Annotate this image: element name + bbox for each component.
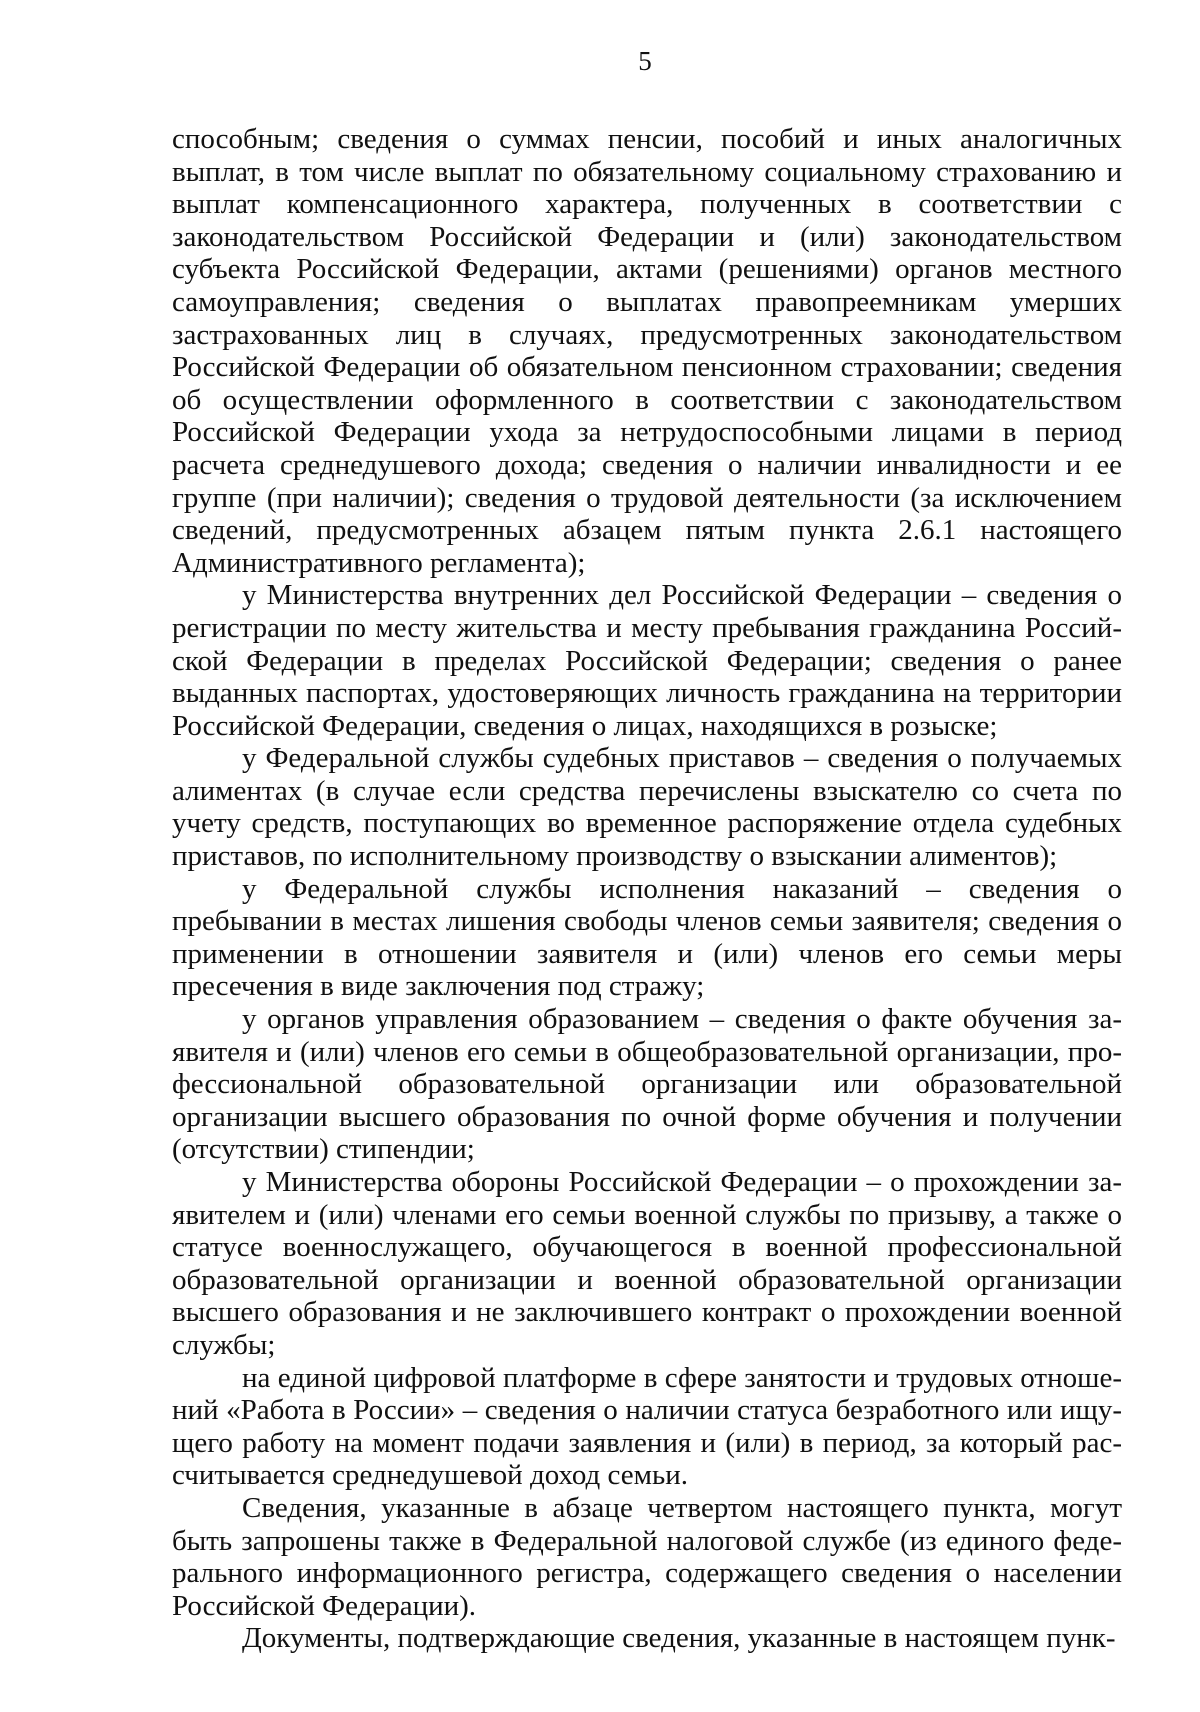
paragraph-documents-confirming: Документы, подтверждающие сведения, указанные в настоящем пунк- [242,1622,1116,1655]
page-number: 5 [638,46,652,76]
paragraph-education-authorities: у органов управления образованием – сведения о факте обучения заявителя и (или) членов его семьи в общеобразовательной организации, профессиональной образовательной организации или образовательной организации высшего образования по очной форме обучения и получении (отсутствии) стипендии; [172,1003,1122,1166]
paragraph-tax-service: Сведения, указанные в абзаце четвертом настоящего пункта, могут быть запрошены также в Федеральной налоговой службе (из единого федерального информационного регистра, содержащего сведения о населении Российской Федерации). [172,1491,1122,1622]
paragraph-defense-ministry: у Министерства обороны Российской Федерации – о прохождении заявителем и (или) членами его семьи военной службы по призыву, а также о статусе военнослужащего, обучающегося в военной профессиональной образовательной организации и военной образовательной организации высшего образования и не заключившего контракт о прохождении военной службы; [172,1166,1122,1361]
paragraph-employment-platform: на единой цифровой платформе в сфере занятости и трудовых отношений «Работа в России» – сведения о наличии статуса безработного или ищущего работу на момент подачи заявления и (или) в период, за который рассчитывается среднедушевой доход семьи. [172,1361,1122,1492]
paragraph-bailiffs-service: у Федеральной службы судебных приставов – сведения о получаемых алиментах (в случае если средства перечислены взыскателю со счета по учету средств, поступающих во временное распоряжение отдела судебных приставов, по исполнительному производству о взыскании алиментов); [172,742,1122,873]
document-body [172,123,1122,1655]
paragraph-continued-income-data: способным; сведения о суммах пенсии, пособий и иных аналогичных выплат, в том числе выплат по обязательному социальному страхованию и выплат компенсационного характера, полученных в соответствии с законодательством Российской Федерации и (или) законодательством субъекта Российской Федерации, актами (решениями) органов местного самоуправления; сведения о выплатах правопреемникам умерших застрахованных лиц в случаях, предусмотренных законодательством Российской Федерации об обязательном пенсионном страховании; сведения об осуществлении оформленного в соответствии с законодательством Российской Федерации ухода за нетрудоспособными лицами в период расчета среднедушевого дохода; сведения о наличии инвалидности и ее группе (при наличии); сведения о трудовой деятельности (за исключением сведений, предусмотренных абзацем пятым пункта 2.6.1 настоящего Административного регламента); [172,123,1122,579]
paragraph-interior-ministry: у Министерства внутренних дел Российской Федерации – сведения о регистрации по месту жительства и месту пребывания гражданина Российской Федерации в пределах Российской Федерации; сведения о ранее выданных паспортах, удостоверяющих личность гражданина на территории Российской Федерации, сведения о лицах, находящихся в розыске; [172,579,1122,742]
paragraph-penitentiary-service: у Федеральной службы исполнения наказаний – сведения о пребывании в местах лишения свободы членов семьи заявителя; сведения о применении в отношении заявителя и (или) членов его семьи меры пресечения в виде заключения под стражу; [172,872,1122,1003]
